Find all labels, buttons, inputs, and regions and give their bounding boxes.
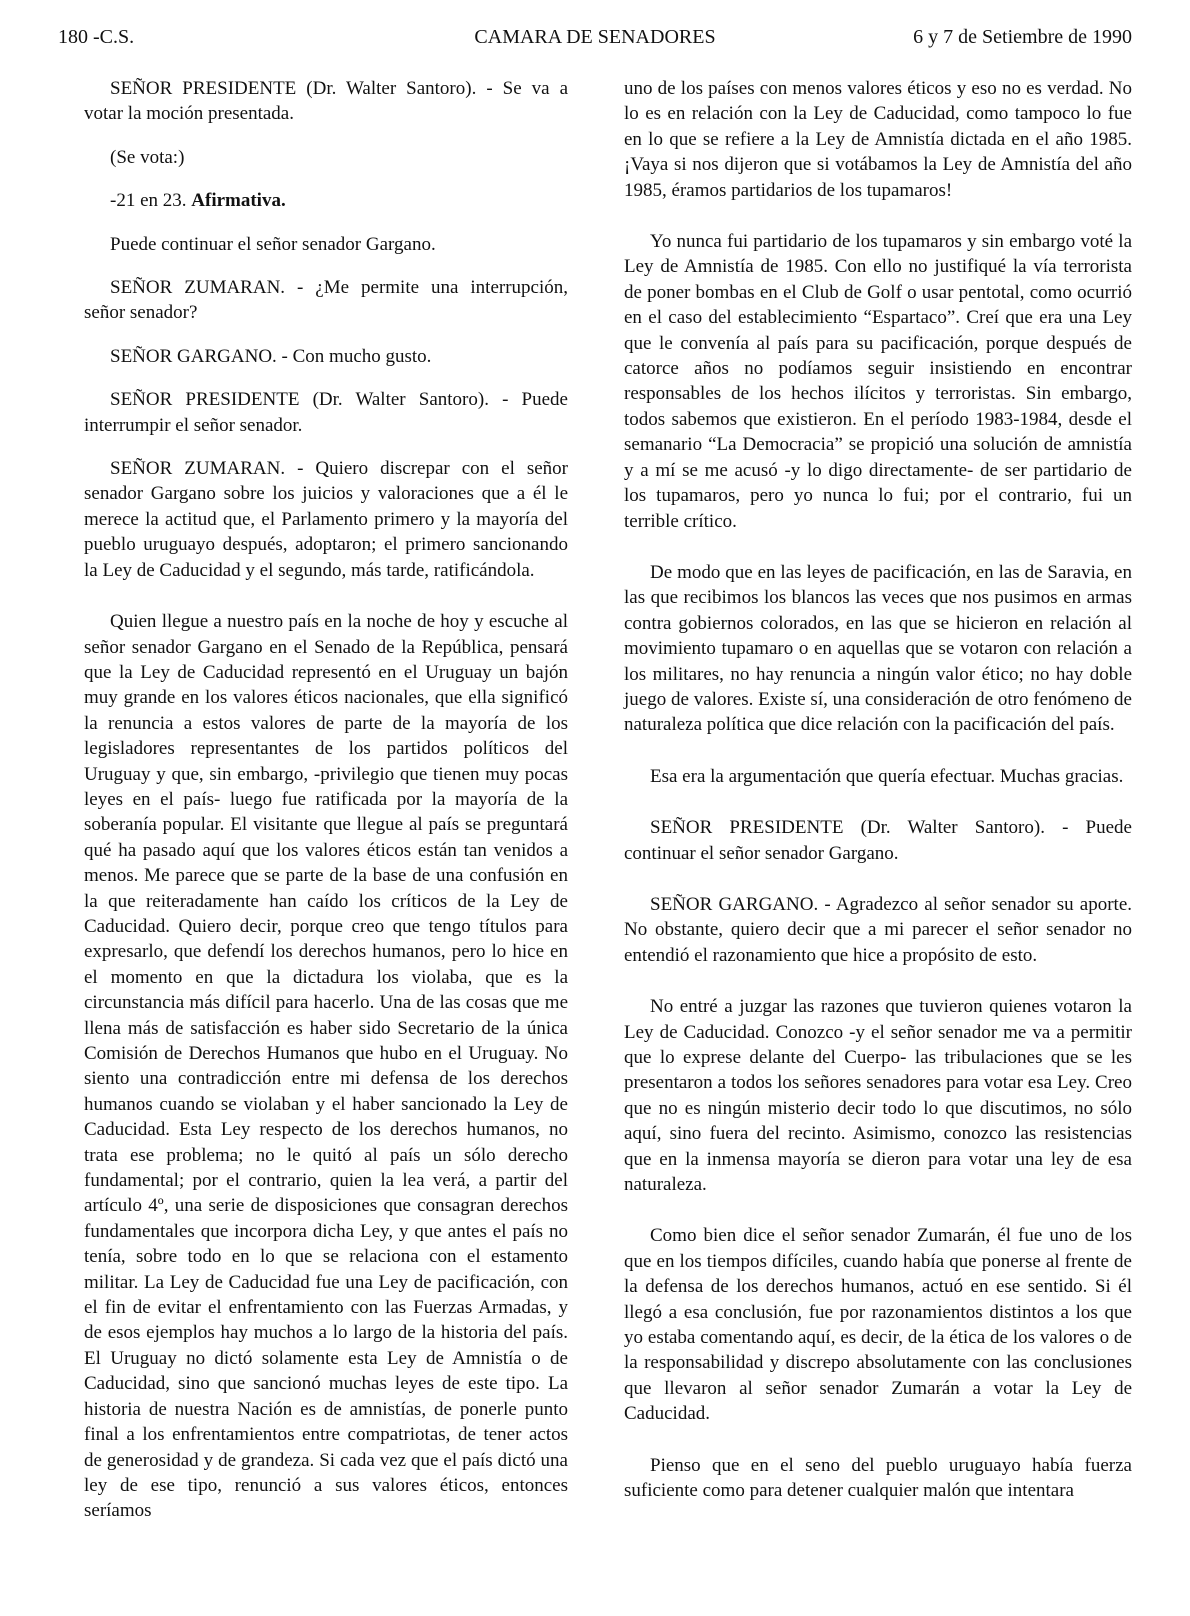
chamber-title: CAMARA DE SENADORES — [474, 26, 716, 48]
paragraph: SEÑOR GARGANO. - Agradezco al señor senador su aporte. No obstante, quiero decir que a mi parecer el señor senador no entendió el razonamiento que hice a propósito de esto. — [624, 893, 1132, 966]
session-date: 6 y 7 de Setiembre de 1990 — [913, 26, 1132, 48]
vote-outcome: Afirmativa. — [191, 190, 286, 212]
paragraph: (Se vota:) — [110, 146, 185, 168]
right-column — [624, 76, 1132, 1526]
paragraph: Puede continuar el señor senador Gargano. — [110, 233, 436, 255]
paragraph: uno de los países con menos valores éticos y eso no es verdad. No lo es en relación con la Ley de Caducidad, como tampoco lo fue en lo que se refiere a la Ley de Amnistía dictada en el año 1985. ¡Vaya si nos dijeron que si votábamos la Ley de Amnistía del año 1985, éramos partidarios de los tupamaros! — [624, 78, 1132, 201]
paragraph: SEÑOR PRESIDENTE (Dr. Walter Santoro). - Se va a votar la moción presentada. — [84, 78, 568, 125]
paragraph: SEÑOR ZUMARAN. - Quiero discrepar con el señor senador Gargano sobre los juicios y valoraciones que a él le merece la actitud que, el Parlamento primero y la mayoría del pueblo uruguayo después, adoptaron; el primero sancionando la Ley de Caducidad y el segundo, más tarde, ratificándola. — [84, 458, 568, 581]
paragraph: SEÑOR PRESIDENTE (Dr. Walter Santoro). - Puede interrumpir el señor senador. — [84, 389, 568, 436]
paragraph: Esa era la argumentación que quería efectuar. Muchas gracias. — [650, 765, 1124, 787]
vote-count: -21 en 23. — [110, 190, 187, 212]
paragraph: SEÑOR PRESIDENTE (Dr. Walter Santoro). - Puede continuar el señor senador Gargano. — [624, 817, 1132, 864]
page-header — [58, 26, 1132, 56]
left-column — [84, 76, 568, 1546]
paragraph: SEÑOR GARGANO. - Con mucho gusto. — [110, 345, 432, 367]
paragraph: Como bien dice el señor senador Zumarán, él fue uno de los que en los tiempos difíciles, cuando había que ponerse al frente de la defensa de los derechos humanos, actuó en ese sentido. Si él llegó a esa conclusión, fue por razonamientos distintos a los que yo estaba comentando aquí, es decir, de la ética de los valores o de la responsabilidad y discrepo absolutamente con las conclusiones que llevaron al señor senador Zumarán a votar la Ley de Caducidad. — [624, 1225, 1132, 1425]
paragraph: De modo que en las leyes de pacificación, en las de Saravia, en las que recibimos los blancos las veces que nos pusimos en armas contra gobiernos colorados, en las que se hicieron en relación al movimiento tupamaro o en aquellas que se votaron con relación a los militares, no hay renuncia a ningún valor ético; no hay doble juego de valores. Existe sí, una consideración de otro fenómeno de naturaleza política que dice relación con la pacificación del país. — [624, 561, 1132, 736]
paragraph: SEÑOR ZUMARAN. - ¿Me permite una interrupción, señor senador? — [84, 277, 568, 324]
paragraph: Pienso que en el seno del pueblo uruguayo había fuerza suficiente como para detener cualquier malón que intentara — [624, 1454, 1132, 1502]
paragraph: No entré a juzgar las razones que tuvieron quienes votaron la Ley de Caducidad. Conozco -y el señor senador me va a permitir que lo exprese delante del Cuerpo- las tribulaciones que se les presentaron a todos los señores senadores para votar esa Ley. Creo que no es ningún misterio decir todo lo que discutimos, no sólo aquí, sino fuera del recinto. Asimismo, conozco las resistencias que en la inmensa mayoría se dieron para votar una ley de esa naturaleza. — [624, 996, 1132, 1196]
paragraph: Yo nunca fui partidario de los tupamaros y sin embargo voté la Ley de Amnistía de 1985. Con ello no justifiqué la vía terrorista de poner bombas en el Club de Golf o usar pentotal, como ocurrió en el caso del establecimiento “Espartaco”. Creí que era una Ley que le convenía al país para su pacificación, porque después de catorce años no podíamos seguir insistiendo en encontrar responsables de los hechos ilícitos y terroristas. Sin embargo, todos sabemos que existieron. En el período 1983-1984, desde el semanario “La Democracia” se propició una solución de amnistía y a mí se me acusó -y lo digo directamente- de ser partidario de los tupamaros, pero yo nunca lo fui; por el contrario, fui un terrible crítico. — [624, 231, 1132, 532]
paragraph: Quien llegue a nuestro país en la noche de hoy y escuche al señor senador Gargano en el Senado de la República, pensará que la Ley de Caducidad representó en el Uruguay un bajón muy grande en los valores éticos nacionales, que ella significó la renuncia a estos valores de parte de la mayoría de los legisladores representantes de los partidos políticos del Uruguay y que, sin embargo, -privilegio que tienen muy pocas leyes en el país- luego fue ratificada por la mayoría de la soberanía popular. El visitante que llegue al país se preguntará qué ha pasado aquí que los valores éticos están tan venidos a menos. Me parece que se parte de la base de una confusión en la que reiteradamente han caído los críticos de la Ley de Caducidad. Quiero decir, porque creo que tengo títulos para expresarlo, que defendí los derechos humanos, pero lo hice en el momento en que la dictadura los violaba, que es la circunstancia más difícil para hacerlo. Una de las cosas que me llena más de satisfacción es haber sido Secretario de la única Comisión de Derechos Humanos que hubo en el Uruguay. No siento una contradicción entre mi defensa de los derechos humanos cuando se violaban y el haber sancionado la Ley de Caducidad. Esta Ley respecto de los derechos humanos, no trata ese problema; no le quitó al país un sólo derecho fundamental; por el contrario, quien la lea verá, a partir del artículo 4º, una serie de disposiciones que consagran derechos fundamentales que incorpora dicha Ley, y que antes el país no tenía, sobre todo en lo que se relaciona con el estamento militar. La Ley de Caducidad fue una Ley de pacificación, con el fin de evitar el enfrentamiento con las Fuerzas Armadas, y de esos ejemplos hay muchos a lo largo de la historia del país. El Uruguay no dictó solamente esta Ley de Amnistía o de Caducidad, sino que sancionó muchas leyes de este tipo. La historia de nuestra Nación es de amnistías, de ponerle punto final a los enfrentamientos entre compatriotas, de tener actos de generosidad y de grandeza. Si cada vez que el país dictó una ley de ese tipo, renunció a sus valores éticos, entonces seríamos — [84, 611, 568, 1522]
page-number: 180 -C.S. — [58, 26, 135, 48]
vote-result — [84, 188, 568, 213]
